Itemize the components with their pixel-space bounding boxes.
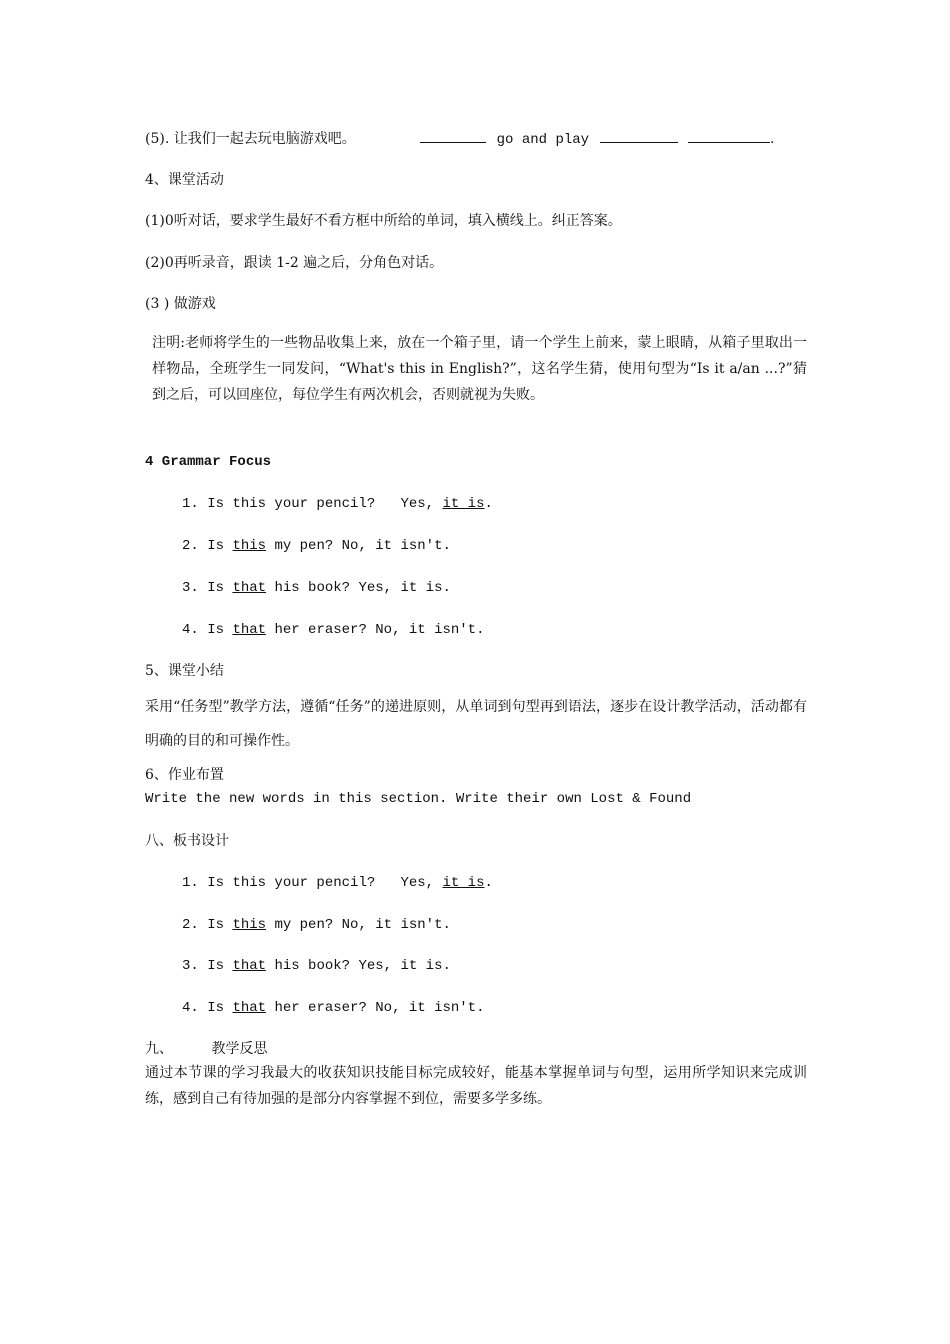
line-text-end: his book? Yes, it is.	[266, 958, 451, 974]
blank-1	[420, 128, 486, 143]
item-5-end: .	[769, 131, 775, 147]
section-6-title: 6、作业布置	[145, 767, 224, 783]
section-5-title: 5、课堂小结	[145, 663, 224, 679]
underlined-word: that	[232, 580, 267, 596]
item-5	[145, 128, 774, 150]
activity-3: (3 ) 做游戏	[145, 296, 216, 312]
line-text-end: my pen? No, it isn't.	[266, 538, 451, 554]
section-9-number: 九、	[145, 1041, 173, 1057]
grammar-line-2	[182, 536, 451, 556]
blank-3	[688, 128, 770, 143]
line-number: 3.	[182, 580, 199, 596]
line-text-end: his book? Yes, it is.	[266, 580, 451, 596]
section-6-text: Write the new words in this section. Write their own Lost & Found	[145, 791, 692, 807]
line-number: 2.	[182, 917, 199, 933]
line-text: Is this your pencil? Yes,	[207, 875, 443, 891]
section-9-text: 通过本节课的学习我最大的收获知识技能目标完成较好，能基本掌握单词与句型，运用所学知识来完成训练，感到自己有待加强的是部分内容掌握不到位，需要多学多练。	[145, 1065, 807, 1107]
line-text-end: my pen? No, it isn't.	[266, 917, 451, 933]
item-5-label: (5). 让我们一起去玩电脑游戏吧。	[145, 131, 356, 147]
underlined-word: this	[232, 538, 267, 554]
line-text: Is	[207, 622, 233, 638]
blank-2	[600, 128, 678, 143]
underlined-word: that	[232, 958, 267, 974]
underlined-word: that	[232, 1000, 267, 1016]
line-number: 4.	[182, 622, 199, 638]
grammar-focus-title: 4 Grammar Focus	[145, 454, 272, 470]
underlined-word: this	[232, 917, 267, 933]
section-4-title: 4、课堂活动	[145, 172, 224, 188]
board-line-3	[182, 956, 451, 976]
section-8-title: 八、板书设计	[145, 833, 229, 849]
line-text-end: .	[484, 875, 493, 891]
line-text: Is	[207, 1000, 233, 1016]
grammar-line-4	[182, 620, 484, 640]
board-line-4	[182, 998, 484, 1018]
line-text: Is this your pencil? Yes,	[207, 496, 443, 512]
line-text: Is	[207, 580, 233, 596]
line-text-end: .	[484, 496, 493, 512]
line-number: 1.	[182, 875, 199, 891]
section-9-title: 教学反思	[211, 1041, 268, 1057]
grammar-line-3	[182, 578, 451, 598]
line-number: 1.	[182, 496, 199, 512]
underlined-word: it is	[442, 875, 485, 891]
activity-2: (2)0再听录音，跟读 1-2 遍之后，分角色对话。	[145, 255, 444, 271]
game-note: 注明:老师将学生的一些物品收集上来，放在一个箱子里，请一个学生上前来，蒙上眼睛，从箱子里取出一样物品，全班学生一同发问，“What's this in English?”，这名学生猜，使用句型为“Is it a/an ...?”猜到之后，可以回座位，每位学生有两次机会，否则就视为失败。	[152, 335, 807, 403]
line-number: 4.	[182, 1000, 199, 1016]
line-text: Is	[207, 538, 233, 554]
line-number: 2.	[182, 538, 199, 554]
board-line-2	[182, 915, 451, 935]
line-text: Is	[207, 917, 233, 933]
activity-1: (1)0听对话，要求学生最好不看方框中所给的单词，填入横线上。纠正答案。	[145, 213, 622, 229]
line-number: 3.	[182, 958, 199, 974]
underlined-word: it is	[442, 496, 485, 512]
line-text-end: her eraser? No, it isn't.	[266, 1000, 485, 1016]
line-text: Is	[207, 958, 233, 974]
section-9-heading	[145, 1039, 267, 1059]
line-text-end: her eraser? No, it isn't.	[266, 622, 485, 638]
underlined-word: that	[232, 622, 267, 638]
grammar-line-1	[182, 494, 493, 514]
section-5-text: 采用“任务型”教学方法，遵循“任务”的递进原则，从单词到句型再到语法，逐步在设计教学活动，活动都有明确的目的和可操作性。	[145, 699, 807, 749]
board-line-1	[182, 873, 493, 893]
item-5-go-and-play: go and play	[496, 132, 590, 148]
